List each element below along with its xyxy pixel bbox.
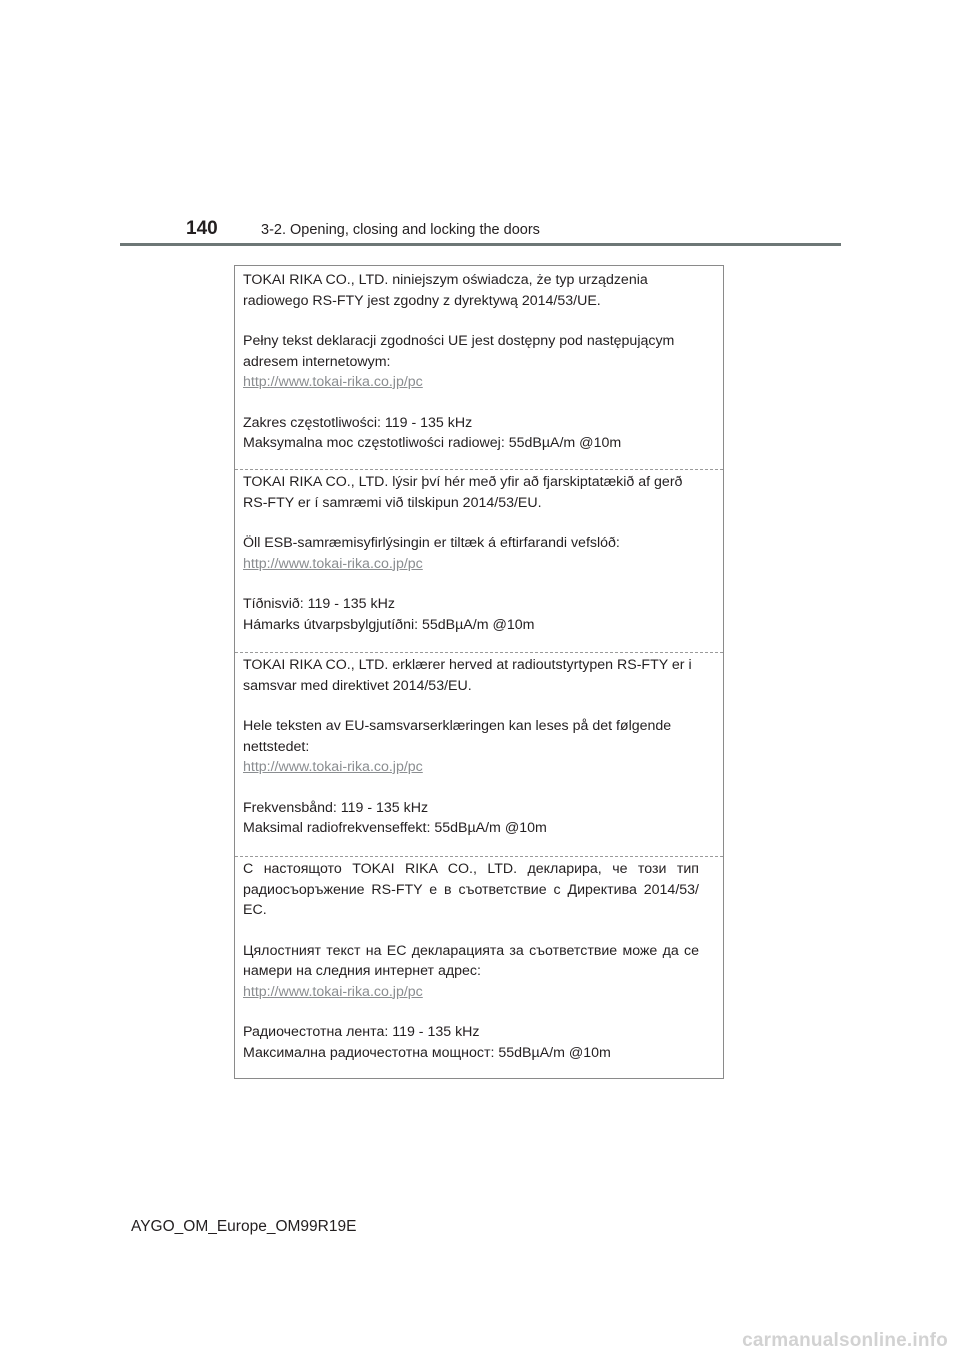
declaration-block-bulgarian bbox=[235, 857, 723, 1063]
declaration-fulltext-note: Цялостният текст на ЕС декларацията за съответствие може да се намери на следния интернет адрес: bbox=[243, 942, 699, 979]
frequency-range: Радиочестотна лента: 119 - 135 kHz bbox=[243, 1024, 480, 1040]
margin-mark bbox=[723, 470, 724, 570]
declaration-link[interactable]: http://www.tokai-rika.co.jp/pc bbox=[243, 555, 423, 572]
declaration-box bbox=[234, 265, 724, 1079]
declaration-fulltext-note: Öll ESB-samræmisyfirlýsingin er tiltæk á eftirfarandi vefslóð: bbox=[243, 535, 620, 551]
declaration-block-polish bbox=[235, 268, 723, 454]
declaration-link[interactable]: http://www.tokai-rika.co.jp/pc bbox=[243, 983, 423, 1000]
declaration-statement: TOKAI RIKA CO., LTD. erklærer herved at radioutstyrtypen RS-FTY er i samsvar med direktivet 2014/53/EU. bbox=[243, 657, 692, 694]
frequency-range: Frekvensbånd: 119 - 135 kHz bbox=[243, 799, 429, 816]
max-power: Maksymalna moc częstotliwości radiowej: 55dBµA/m @10m bbox=[243, 435, 622, 451]
max-power: Максимална радиочестотна мощност: 55dBµA/m @10m bbox=[243, 1044, 611, 1061]
footer-doc-id: AYGO_OM_Europe_OM99R19E bbox=[131, 1218, 357, 1235]
declaration-fulltext-note: Hele teksten av EU-samsvarserklæringen kan leses på det følgende nettstedet: bbox=[243, 718, 672, 755]
max-power: Maksimal radiofrekvenseffekt: 55dBµA/m @10m bbox=[243, 820, 547, 836]
max-power: Hámarks útvarpsbylgjutíðni: 55dBµA/m @10m bbox=[243, 616, 535, 633]
declaration-fulltext-note: Pełny tekst deklaracji zgodności UE jest dostępny pod następującym adresem internetowym: bbox=[243, 333, 675, 370]
header-rule bbox=[120, 243, 841, 246]
section-title: 3-2. Opening, closing and locking the doors bbox=[261, 222, 540, 238]
declaration-link[interactable]: http://www.tokai-rika.co.jp/pc bbox=[243, 759, 423, 775]
declaration-link[interactable]: http://www.tokai-rika.co.jp/pc bbox=[243, 374, 423, 390]
declaration-statement: С настоящото TOKAI RIKA CO., LTD. декларира, че този тип радиосъоръжение RS-FTY е в съответствие с Директива 2014/53/ЕС. bbox=[243, 861, 699, 918]
declaration-block-norwegian bbox=[235, 653, 723, 839]
watermark: carmanualsonline.info bbox=[742, 1330, 948, 1351]
declaration-statement: TOKAI RIKA CO., LTD. niniejszym oświadcza, że typ urządzenia radiowego RS-FTY jest zgodny z dyrektywą 2014/53/UE. bbox=[243, 272, 648, 309]
frequency-range: Zakres częstotliwości: 119 - 135 kHz bbox=[243, 414, 473, 431]
declaration-statement: TOKAI RIKA CO., LTD. lýsir því hér með yfir að fjarskiptatækið af gerð RS-FTY er í samræmi við tilskipun 2014/53/EU. bbox=[243, 474, 683, 511]
frequency-range: Tíðnisvið: 119 - 135 kHz bbox=[243, 596, 395, 612]
declaration-block-icelandic bbox=[235, 470, 723, 635]
page-number: 140 bbox=[186, 218, 218, 239]
